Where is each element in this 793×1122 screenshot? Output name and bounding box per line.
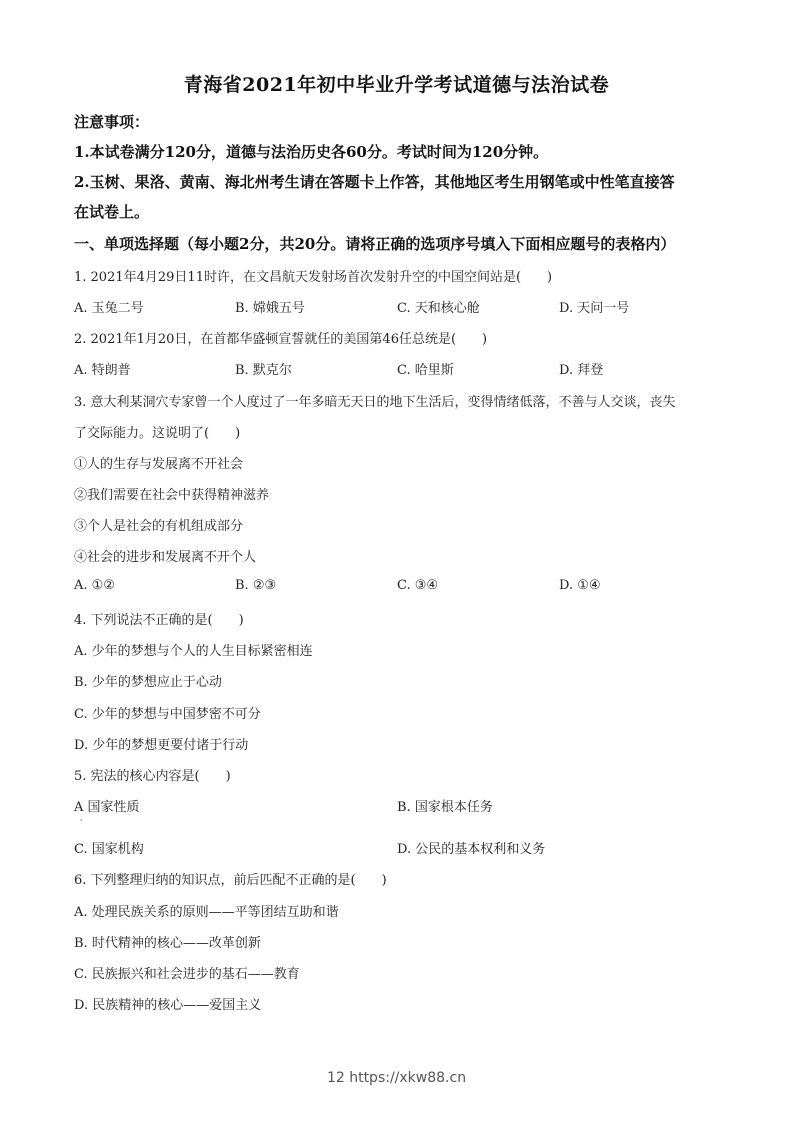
question-3-stem-line-2: 了交际能力。这说明了( ) [74,426,241,441]
page-footer: 12 https://xkw88.cn [326,1070,467,1086]
question-5-option-d: D. 公民的基本权利和义务 [397,842,546,857]
question-3-statement-4: ④社会的进步和发展离不开个人 [74,550,257,565]
notice-item-1: 1.本试卷满分120分，道德与法治历史各60分。考试时间为120分钟。 [74,143,549,161]
question-3-option-c: C. ③④ [397,578,439,593]
question-1-option-c: C. 天和核心舱 [397,301,480,316]
question-3-statement-1: ①人的生存与发展离不开社会 [74,457,244,472]
notice-item-2: 2.玉树、果洛、黄南、海北州考生请在答题卡上作答，其他地区考生用钢笔或中性笔直接答 [74,173,675,191]
question-4-option-d: D. 少年的梦想更要付诸于行动 [74,738,249,753]
question-1-option-d: D. 天问一号 [559,301,630,316]
question-4-option-c: C. 少年的梦想与中国梦密不可分 [74,707,261,722]
question-6-stem: 6. 下列整理归纳的知识点，前后匹配不正确的是( ) [74,873,387,888]
question-3-option-a: A. ①② [74,578,115,593]
question-3-option-b: B. ②③ [235,578,277,593]
notice-heading: 注意事项： [74,113,150,131]
question-3-option-d: D. ①④ [559,578,601,593]
question-4-stem: 4. 下列说法不正确的是( ) [74,613,244,628]
section-heading: 一、单项选择题（每小题2分，共20分。请将正确的选项序号填入下面相应题号的表格内） [74,235,676,253]
question-5-option-a: A 国家性质 [74,800,140,815]
question-2-option-c: C. 哈里斯 [397,363,454,378]
question-1-stem: 1. 2021年4月29日11时许，在文昌航天发射场首次发射升空的中国空间站是( ) [74,270,553,285]
question-5-option-b: B. 国家根本任务 [397,800,493,815]
question-6-option-c: C. 民族振兴和社会进步的基石——教育 [74,967,300,982]
question-3-stem-line-1: 3. 意大利某洞穴专家曾一个人度过了一年多暗无天日的地下生活后，变得情绪低落，不善与人交谈，丧失 [74,395,676,410]
question-3-statement-2: ②我们需要在社会中获得精神滋养 [74,488,270,503]
question-2-stem: 2. 2021年1月20日，在首都华盛顿宣誓就任的美国第46任总统是( ) [74,332,488,347]
question-6-option-d: D. 民族精神的核心——爱国主义 [74,998,262,1013]
question-2-option-a: A. 特朗普 [74,363,131,378]
question-6-option-b: B. 时代精神的核心——改革创新 [74,936,261,951]
question-4-option-a: A. 少年的梦想与个人的人生目标紧密相连 [74,644,313,659]
question-2-option-b: B. 默克尔 [235,363,292,378]
question-4-option-b: B. 少年的梦想应止于心动 [74,675,222,690]
notice-item-2-continued: 在试卷上。 [74,203,150,221]
exam-title: 青海省2021年初中毕业升学考试道德与法治试卷 [183,74,610,96]
stray-mark: ' [80,818,83,827]
question-2-option-d: D. 拜登 [559,363,604,378]
question-5-option-c: C. 国家机构 [74,842,144,857]
question-5-stem: 5. 宪法的核心内容是( ) [74,769,231,784]
question-3-statement-3: ③个人是社会的有机组成部分 [74,519,244,534]
question-6-option-a: A. 处理民族关系的原则——平等团结互助和谐 [74,905,339,920]
question-1-option-b: B. 嫦娥五号 [235,301,305,316]
question-1-option-a: A. 玉兔二号 [74,301,144,316]
